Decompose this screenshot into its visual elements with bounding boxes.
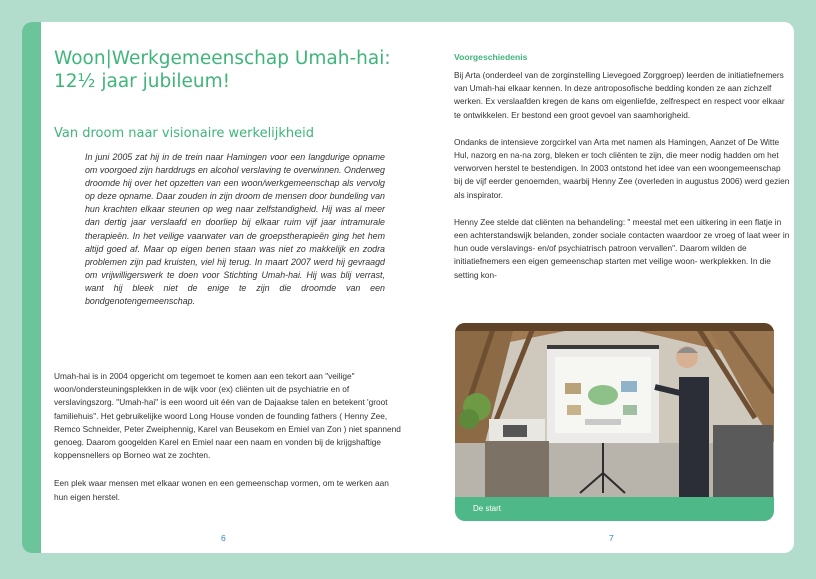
body-paragraph: Ondanks de intensieve zorgcirkel van Arta met namen als Hamingen, Aanzet of De Witte Hul, nazorg en na-na zorg, bleken er toch cliënten te zijn, die meer nodig hadden om het verworven herstel te bestendigen. In 2003 ontstond het idee van een woongemeenschap bij de vijf eerder genoemden, waarbij Henny Zee (overleden in augustus 2006) werd gezien als inspirator. <box>454 136 790 200</box>
intro-quote: In juni 2005 zat hij in de trein naar Hamingen voor een langdurige opname om voorgoed zijn harddrugs en alcohol verslaving te overwinnen. Onderweg droomde hij over het opzetten van een woon/werkgemeenschap als vervolg op deze opname. Daar zouden in zijn droom de mensen door bundeling van hun krachten elkaar steunen op weg naar zelfstandigheid. Hij was al meer dan dertig jaar verslaafd en doorliep bij elkaar ruim vijf jaar intramurale therapieën. In het veilige vaarwater van de groepstherapieën ging het hem altijd goed af. Maar op eigen benen staan was niet zo makkelijk en zodra problemen zijn pad kruisten, viel hij terug. In maart 2007 werd hij gevraagd om vrijwilligerswerk te doen voor Stichting Umah-hai. Hij was blij verrast, want hij bleek niet de enige te zijn die droomde van een bondgenotengemeenschap. <box>85 152 385 307</box>
presentation-photo <box>455 323 774 497</box>
right-page <box>435 22 794 553</box>
page-number: 7 <box>609 533 614 543</box>
body-paragraph: Bij Arta (onderdeel van de zorginstelling Lievegoed Zorggroep) leerden de initiatiefnemers van Umah-hai elkaar kennen. In deze antroposofische bedding konden ze aan zichzelf werken. Ex verslaafden kregen de kans om eigenliefde, zelfrespect en respect voor elkaar te ontwikkelen. Er bestond een groot gevoel van saamhorigheid. <box>454 70 785 120</box>
left-body-text <box>54 370 401 519</box>
body-paragraph: Een plek waar mensen met elkaar wonen en een gemeenschap vormen, om te werken aan hun eigen herstel. <box>54 478 389 502</box>
section-subheading: Van droom naar visionaire werkelijkheid <box>54 126 315 141</box>
article-title-line1: Woon|Werkgemeenschap Umah-hai: <box>54 48 391 69</box>
magazine-spread <box>22 22 794 553</box>
article-title <box>54 47 414 93</box>
body-paragraph: Henny Zee stelde dat cliënten na behandeling: " meestal met een uitkering in een flatje in een achterstandswijk belanden, zonder sociale contacten waardoor ze vroeg of laat weer in hun oude verslavings- en/of psychiatrisch patroon vervallen". Daarom wilden de initiatiefnemers een eigen gemeenschap starten met veilige woon- werkplekken. In die setting kon- <box>454 216 790 280</box>
body-paragraph: Umah-hai is in 2004 opgericht om tegemoet te komen aan een tekort aan "veilige" woon/ondersteuningsplekken in de wijk voor (ex) cliënten uit de psychiatrie en of verslavingszorg. "Umah-hai" is een woord uit één van de Dajaakse talen en betekent 'groot familiehuis". Het gebruikelijke woord Long House vonden de founding fathers ( Henny Zee, Remco Schneider, Peter Zweiphennig, Karel van Beusekom en Emiel van Zon ) niet spannend genoeg. Daarom googelden Karel en Emiel naar een naam en vonden bij de krijgshaftige koppensnellers op Borneo wat ze zochten. <box>54 371 401 461</box>
photo-caption: De start <box>473 504 502 513</box>
left-page <box>41 22 421 553</box>
page-number: 6 <box>221 533 226 543</box>
right-body-text <box>454 69 790 296</box>
spine-bar <box>22 22 41 553</box>
article-title-line2: 12½ jaar jubileum! <box>54 71 231 92</box>
photo-card <box>455 323 774 521</box>
section-heading: Voorgeschiedenis <box>454 52 528 62</box>
